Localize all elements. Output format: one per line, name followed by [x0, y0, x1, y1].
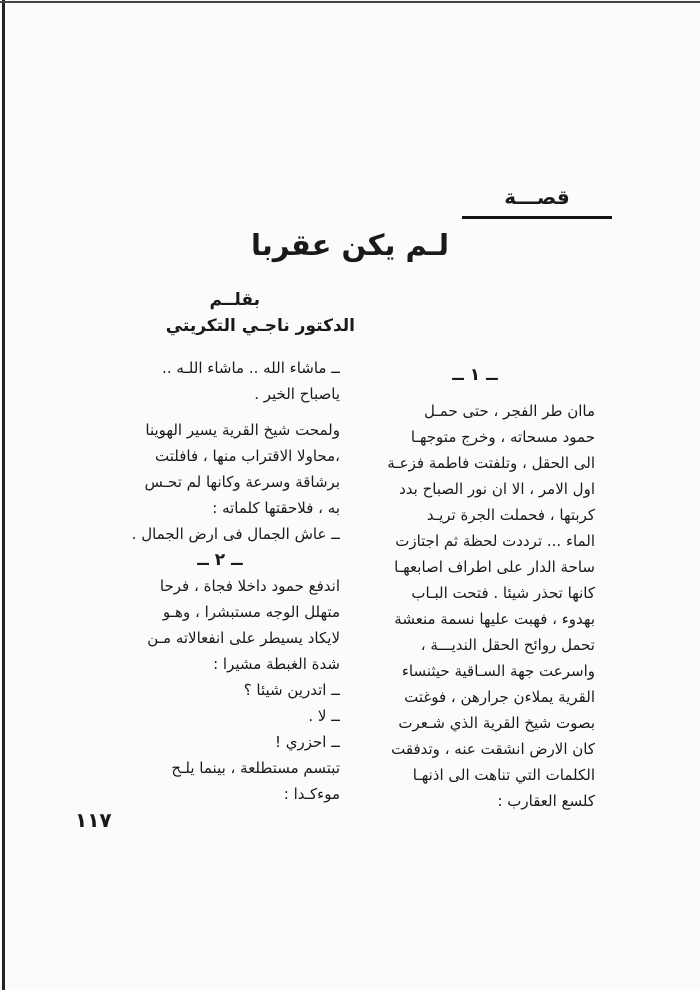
text-line: القرية يملاءن جرارهن ، فوغتت: [404, 688, 595, 706]
page-title: لـم يكن عقربا: [250, 228, 450, 262]
text-line: ياصباح الخير .: [254, 385, 340, 403]
text-line: ــ اتدرين شيئا ؟: [243, 681, 340, 699]
section-heading-2: ــ ٢ ــ: [197, 550, 243, 570]
text-line: حمود مسحاته ، وخرج متوجهـا: [410, 428, 595, 446]
text-line: شدة الغبطة مشيرا :: [213, 655, 340, 673]
scan-edge: [2, 0, 5, 990]
text-line: ساحة الدار على اطراف اصابعهـا: [394, 558, 595, 576]
text-line: كلسع العقارب :: [497, 792, 595, 810]
text-line: ولمحت شيخ القرية يسير الهوينا: [145, 421, 340, 439]
section-heading-1: ــ ١ ــ: [452, 365, 498, 385]
text-line: الى الحقل ، وتلفتت فاطمة فزعـة: [387, 454, 595, 472]
text-line: بهدوء ، فهبت عليها نسمة منعشة: [394, 610, 595, 628]
text-line: ــ احزري !: [274, 733, 340, 751]
text-line: ــ ماشاء الله .. ماشاء اللـه ..: [162, 359, 340, 377]
left-column: [100, 355, 340, 807]
text-line: الكلمات التي تناهت الى اذنهـا: [412, 766, 595, 784]
text-line: كربتها ، فحملت الجرة تريـد: [426, 506, 595, 524]
text-line: اول الامر ، الا ان نور الصباح بدد: [399, 480, 595, 498]
text-line: كان الارض انشقت عنه ، وتدفقت: [391, 740, 595, 758]
text-line: ــ لا .: [308, 707, 340, 725]
page-number: ١١٧: [75, 808, 112, 832]
text-line: لايكاد يسيطر على انفعالاته مـن: [147, 629, 340, 647]
text-line: به ، فلاحقتها كلماته :: [212, 499, 340, 517]
text-line: بصوت شيخ القرية الذي شـعرت: [398, 714, 595, 732]
text-line: ،محاولا الاقتراب منها ، فافلتت: [154, 447, 340, 465]
text-line: برشاقة وسرعة وكانها لم تحـس: [144, 473, 340, 491]
text-line: ماان طر الفجر ، حتى حمـل: [424, 402, 595, 420]
text-line: الماء ... ترددت لحظة ثم اجتازت: [395, 532, 595, 550]
text-line: موءكـدا :: [283, 785, 340, 803]
section-rule: [462, 216, 612, 219]
text-line: متهلل الوجه مستبشرا ، وهـو: [162, 603, 340, 621]
byline-prefix: بقلــم: [209, 290, 260, 310]
byline-author: الدكتور ناجـي التكريتي: [165, 316, 355, 336]
right-column: [355, 362, 595, 814]
text-line: كانها تحذر شيئا . فتحت البـاب: [411, 584, 595, 602]
scan-edge-top: [0, 1, 700, 3]
section-label: قصـــة: [504, 185, 570, 209]
text-line: تبتسم مستطلعة ، بينما يلـح: [171, 759, 340, 777]
text-line: ــ عاش الجمال فى ارض الجمال .: [131, 525, 340, 543]
text-line: واسرعت جهة السـاقية حيثنساء: [401, 662, 595, 680]
text-line: اندفع حمود داخلا فجاة ، فرحا: [159, 577, 340, 595]
text-line: تحمل روائح الحقل النديـــة ،: [420, 636, 595, 654]
